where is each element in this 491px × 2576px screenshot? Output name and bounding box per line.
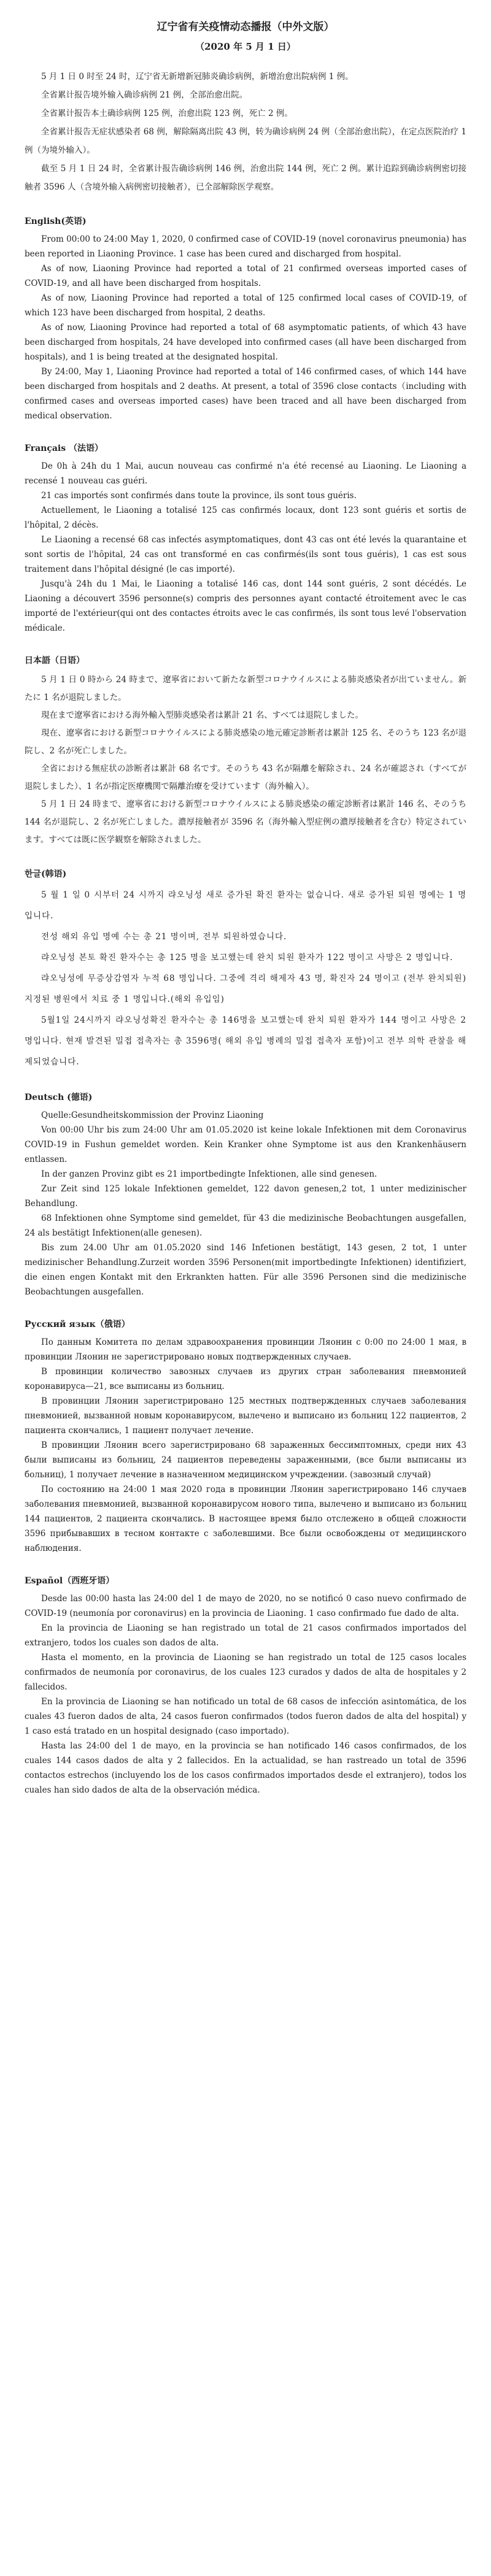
- section-heading-french: Français （法语）: [25, 444, 103, 453]
- ja-paragraph: 現在、遼寧省における新型コロナウイルスによる肺炎感染の地元確定診断者は累計 125 名、そのうち 123 名が退院し、2 名が死亡しました。: [25, 728, 466, 756]
- ru-paragraph: По состоянию на 24:00 1 мая 2020 года в провинции Ляонин зарегистрировано 146 случаев заболевания пневмонией, вызванной коронавирусом нового типа, вылечено и выписано из больниц 144 пациентов, 2 пациента скончались. В настоящее время было отслежено в общей сложности 3596 прибывавших в тесном контакте с заболевшими. Все были освобождены от медицинского наблюдения.: [25, 1485, 466, 1553]
- section-korean: [25, 867, 466, 1072]
- ru-paragraph: В провинции количество завозных случаев из других стран заболевания пневмонией коронавируса—21, все выписаны из больниц.: [25, 1367, 466, 1391]
- fr-paragraph: De 0h à 24h du 1 Mai, aucun nouveau cas confirmé n'a été recensé au Liaoning. Le Liaoning a recensé 1 nouveau cas guéri.: [25, 461, 466, 486]
- ko-paragraph: 전성 해외 유입 명예 수는 총 21 명이며, 전부 퇴원하였습니다.: [41, 932, 287, 942]
- ko-paragraph: 랴오닝성에 무증상감염자 누적 68 명입니다. 그중에 격리 해제자 43 명, 확진자 24 명이고 (전부 완치퇴원) 지정된 병원에서 치료 중 1 명입니다.(해외 유입임): [25, 974, 466, 1004]
- ja-paragraph: 現在まで遼寧省における海外輸入型肺炎感染者は累計 21 名、すべては退院しました。: [41, 710, 363, 720]
- ja-paragraph: 5 月 1 日 24 時まで、遼寧省における新型コロナウイルスによる肺炎感染の確定診断者は累計 146 名、そのうち 144 名が退院し、2 名が死亡しました。濃厚接触者が 3596 名（海外輸入型症例の濃厚接触者を含む）特定されています。すべては既に医学観察を解除されました。: [25, 799, 466, 845]
- ru-paragraph: По данным Комитета по делам здравоохранения провинции Ляонин с 0:00 по 24:00 1 мая, в провинции Ляонин не зарегистрировано новых подтвержденных случаев.: [25, 1337, 466, 1362]
- section-russian: [25, 1318, 466, 1556]
- fr-paragraph: 21 cas importés sont confirmés dans toute la province, ils sont tous guéris.: [41, 491, 357, 501]
- en-paragraph: From 00:00 to 24:00 May 1, 2020, 0 confirmed case of COVID-19 (novel coronavirus pneumonia) has been reported in Liaoning Province. 1 case has been cured and discharged from hospital.: [25, 234, 466, 259]
- es-paragraph: Hasta las 24:00 del 1 de mayo, en la provincia se han notificado 146 casos confirmados, de los cuales 144 casos dados de alta y 2 fallecidos. En la actualidad, se han rastreado un total de 3596 contactos estrechos (incluyendo los de los casos confirmados importados desde el extranjero), todos los cuales han sido dados de alta de la observación médica.: [25, 1741, 466, 1795]
- section-german: [25, 1091, 466, 1299]
- fr-paragraph: Actuellement, le Liaoning a totalisé 125 cas confirmés locaux, dont 123 sont guéris et sortis de l'hôpital, 2 décès.: [25, 506, 466, 530]
- zh-paragraph: 全省累计报告无症状感染者 68 例，解除隔离出院 43 例，转为确诊病例 24 例（全部治愈出院），在定点医院治疗 1 例（为境外输入）。: [25, 127, 466, 155]
- section-chinese: [25, 67, 466, 196]
- de-paragraph: In der ganzen Provinz gibt es 21 importbedingte Infektionen, alle sind genesen.: [41, 1169, 377, 1179]
- de-paragraph: Von 00:00 Uhr bis zum 24:00 Uhr am 01.05.2020 ist keine lokale Infektionen mit dem Coronavirus COVID-19 in Fushun gemeldet worden. Kein Kranker ohne Symptome ist aus den Krankenhäusern entlassen.: [25, 1125, 466, 1164]
- zh-paragraph: 5 月 1 日 0 时至 24 时，辽宁省无新增新冠肺炎确诊病例，新增治愈出院病例 1 例。: [41, 72, 354, 82]
- fr-paragraph: Jusqu'à 24h du 1 Mai, le Liaoning a totalisé 146 cas, dont 144 sont guéris, 2 sont décédés. Le Liaoning a découvert 3596 personne(s) compris des personnes ayant contacté étroitement avec le cas importé de l'extérieur(qui ont des contactes étroits avec le cas confirmés, ils sont tous levé l'observation médicale.: [25, 579, 466, 633]
- ko-paragraph: 5 월 1 일 0 시부터 24 시까지 랴오닝성 새로 증가된 확진 환자는 없습니다. 새로 증가된 퇴원 명예는 1 명입니다.: [25, 890, 466, 921]
- section-heading-korean: 한글(韩语): [25, 869, 67, 879]
- section-french: [25, 442, 466, 636]
- ja-paragraph: 5 月 1 日 0 時から 24 時まで、遼寧省において新たな新型コロナウイルスによる肺炎感染者が出ていません。新たに 1 名が退院しました。: [25, 675, 466, 702]
- ru-paragraph: В провинции Ляонин всего зарегистрировано 68 зараженных бессимптомных, среди них 43 были выписаны из больниц, 24 пациентов переведены зараженными, (все были выписаны из больниц), 1 получает лечение в назначенном медицинском учреждении. (завозный случай): [25, 1440, 466, 1480]
- de-paragraph: Quelle:Gesundheitskommission der Provinz Liaoning: [41, 1110, 264, 1120]
- es-paragraph: En la provincia de Liaoning se han registrado un total de 21 casos confirmados importados del extranjero, todos los cuales son dados de alta.: [25, 1623, 466, 1648]
- section-heading-german: Deutsch (德语): [25, 1093, 93, 1102]
- bulletin-title: 辽宁省有关疫情动态播报（中外文版）: [157, 21, 334, 33]
- zh-paragraph: 全省累计报告境外输入确诊病例 21 例，全部治愈出院。: [41, 90, 248, 100]
- ko-paragraph: 5월1일 24시까지 랴오닝성확진 환자수는 총 146명을 보고했는데 완치 퇴원 환자가 144 명이고 사망은 2 명입니다. 현재 발견된 밀접 접촉자는 총 3596명( 해외 유입 병례의 밀접 접촉자 포함)이고 전부 의학 관찰을 해제되었습니다.: [25, 1015, 466, 1067]
- de-paragraph: 68 Infektionen ohne Symptome sind gemeldet, für 43 die medizinische Beobachtungen ausgefallen, 24 als bestätigt Infektionen(alle genesen).: [25, 1213, 466, 1238]
- section-spanish: [25, 1574, 466, 1797]
- en-paragraph: As of now, Liaoning Province had reported a total of 68 asymptomatic patients, of which 43 have been discharged from hospitals, 24 have developed into confirmed cases (all have been discharged from hospitals), and 1 is being treated at the designated hospital.: [25, 323, 466, 362]
- zh-paragraph: 全省累计报告本土确诊病例 125 例，治愈出院 123 例，死亡 2 例。: [41, 109, 293, 118]
- en-paragraph: As of now, Liaoning Province had reported a total of 21 confirmed overseas imported cases of COVID-19, and all have been discharged from hospitals.: [25, 264, 466, 288]
- section-heading-spanish: Español（西班牙语）: [25, 1576, 115, 1586]
- es-paragraph: Hasta el momento, en la provincia de Liaoning se han registrado un total de 125 casos locales confirmados de neumonía por coronavirus, de los cuales 123 curados y dados de alta de hospitales y 2 fallecidos.: [25, 1653, 466, 1692]
- ja-paragraph: 全省における無症状の診断者は累計 68 名です。そのうち 43 名が隔離を解除され、24 名が確認され（すべてが退院しました）、1 名が指定医療機関で隔離治療を受けています（海外輸入）。: [25, 764, 466, 791]
- section-english: [25, 215, 466, 423]
- es-paragraph: Desde las 00:00 hasta las 24:00 del 1 de mayo de 2020, no se notificó 0 caso nuevo confirmado de COVID-19 (neumonía por coronavirus) en la provincia de Liaoning. 1 caso confirmado fue dado de alta.: [25, 1594, 466, 1618]
- fr-paragraph: Le Liaoning a recensé 68 cas infectés asymptomatiques, dont 43 cas ont été levés la quarantaine et sont sortis de l'hôpital, 24 cas ont transformé en cas confirmés(ils sont tous guéris), 1 cas est sous traitement dans l'hôpital désigné (le cas importé).: [25, 535, 466, 574]
- section-heading-japanese: 日本語（日语）: [25, 656, 85, 666]
- en-paragraph: As of now, Liaoning Province had reported a total of 125 confirmed local cases of COVID-19, of which 123 have been discharged from hospital, 2 deaths.: [25, 293, 466, 318]
- es-paragraph: En la provincia de Liaoning se han notificado un total de 68 casos de infección asintomática, de los cuales 43 fueron dados de alta, 24 casos fueron confirmados (todos fueron dados de alta del hospital) y 1 caso está tratado en un hospital designado (caso importado).: [25, 1697, 466, 1736]
- ko-paragraph: 랴오닝성 본토 확진 환자수는 총 125 명을 보고했는데 완치 퇴원 환자가 122 명이고 사망은 2 명입니다.: [41, 953, 454, 963]
- bulletin-date: （2020 年 5 月 1 日）: [195, 41, 296, 52]
- section-heading-english: English(英语): [25, 217, 87, 226]
- de-paragraph: Bis zum 24.00 Uhr am 01.05.2020 sind 146 Infetionen bestätigt, 143 gesen, 2 tot, 1 unter medizinischer Behandlung.Zurzeit worden 3596 Personen(mit importbedingte Infektionen) identifiziert, die einen engen Kontakt mit den Erkrankten hatten. Für alle 3596 Personen sind die medizinische Beobachtungen ausgefallen.: [25, 1243, 466, 1297]
- zh-paragraph: 截至 5 月 1 日 24 时，全省累计报告确诊病例 146 例，治愈出院 144 例，死亡 2 例。累计追踪到确诊病例密切接触者 3596 人（含境外输入病例密切接触者），已全部解除医学观察。: [25, 164, 466, 192]
- ru-paragraph: В провинции Ляонин зарегистрировано 125 местных подтвержденных случаев заболевания пневмонией, вызванной новым коронавирусом, вылечено и выписано из больниц 122 пациентов, 2 пациента скончались, 1 пациент получает лечение.: [25, 1396, 466, 1436]
- section-heading-russian: Русский язык（俄语）: [25, 1320, 130, 1329]
- section-japanese: [25, 654, 466, 849]
- de-paragraph: Zur Zeit sind 125 lokale Infektionen gemeldet, 122 davon genesen,2 tot, 1 unter medizinischer Behandlung.: [25, 1184, 466, 1209]
- en-paragraph: By 24:00, May 1, Liaoning Province had reported a total of 146 confirmed cases, of which 144 have been discharged from hospitals and 2 deaths. At present, a total of 3596 close contacts（including with confirmed cases and overseas imported cases) have been traced and all have been discharged from medical observation.: [25, 367, 466, 421]
